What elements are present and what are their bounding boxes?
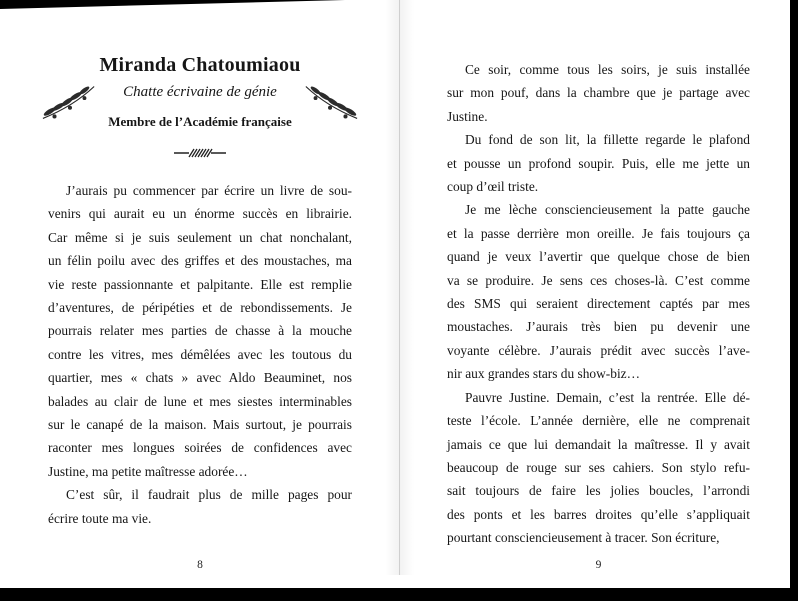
text-line: Car même si je suis seulement un chat nonchalant, [48,229,352,245]
text-line: Du fond de son lit, la fillette regarde le plafond [465,132,750,148]
book-title: Miranda Chatoumiaou [99,54,301,76]
membership-line: Membre de l’Académie française [108,114,292,129]
text-line: coup d’œil triste. [447,179,539,195]
text-line: des ponts et les barres droites qu’elle s’appliquait [447,506,750,522]
gutter-shadow-right [400,0,414,575]
text-line: sur le canapé de la maison. Mais surtout, je pourrais [48,417,352,433]
text-line: J’aurais pu commencer par écrire un livre de sou- [66,183,352,198]
text-line: Justine, ma petite maîtresse adorée… [48,463,248,479]
text-line: Je me lèche consciencieusement la patte gauche [465,202,750,218]
left-page-text [48,179,352,530]
text-line: raconter mes longues soirées de confidences avec [48,440,352,456]
text-line: C’est sûr, il faudrait plus de mille pages pour [66,487,352,503]
text-line: Justine. [447,108,488,124]
gutter-shadow-left [385,0,399,575]
page-left [0,0,399,588]
text-line: teste l’école. L’année dernière, elle ne comprenait [447,413,750,429]
text-line: Pauvre Justine. Demain, c’est la rentrée. Elle dé- [465,389,750,405]
photo-edge-bottom [0,588,798,601]
text-line: des SMS qui seraient directement captés par mes [447,296,750,312]
text-line: balades au clair de lune et mes siestes interminables [48,393,352,409]
book-subtitle: Chatte écrivaine de génie [123,84,277,100]
paragraph [447,198,750,385]
chapter-header [48,54,352,165]
text-line: vie reste passionnante et palpitante. Elle est remplie [48,276,352,292]
text-line: d’aventures, de péripéties et de rebondissements. Je [48,300,352,316]
right-page-text [447,58,750,550]
page-number-right: 9 [595,559,602,571]
paragraph [48,179,352,483]
text-line: venirs qui aurait eu un énorme succès en librairie. [48,206,352,222]
rope-twist-ornament-icon [48,146,352,165]
text-line: pourtant consciencieusement à tracer. Son écriture, [447,530,720,546]
text-line: quand je veux l’avertir que quelque chose de bien [447,249,750,265]
text-line: jamais ce que lui demandait la maîtresse. Il y avait [447,436,750,452]
paragraph [447,58,750,128]
photo-edge-right [790,0,798,601]
text-line: beaucoup de rouge sur ses cahiers. Son stylo refu- [447,459,750,475]
page-right [400,0,790,588]
page-number-left: 8 [197,559,203,571]
text-line: un félin poilu avec des griffes et des moustaches, ma [48,253,352,269]
text-line: écrire toute ma vie. [48,510,152,526]
olive-branch-right-icon [302,78,360,129]
text-line: et pousse un profond soupir. Puis, elle me jette un [447,155,750,171]
text-line: nir aux grandes stars du show-biz… [447,366,641,382]
text-line: sur mon pouf, dans la chambre que je partage avec [447,85,750,101]
page-gutter [399,0,400,575]
text-line: voyante célèbre. J’aurais prédit avec succès l’ave- [447,342,750,358]
text-line: sait toujours de faire les jolies boucles, l’arrondi [447,483,750,499]
paragraph [447,386,750,550]
paragraph [48,483,352,530]
text-line: pourrais relater mes parties de chasse à la mouche [48,323,352,339]
paragraph [447,128,750,198]
text-line: et la passe derrière mon oreille. Je fais toujours ça [447,225,750,241]
text-line: contre les vitres, mes démêlées avec les toutous du [48,346,352,362]
text-line: quartier, mes « chats » avec Aldo Beauminet, nos [48,370,352,386]
text-line: moustaches. J’aurais très bien pu devenir une [447,319,750,335]
text-line: va se produire. Je sens ces choses-là. C’est comme [447,272,750,288]
olive-branch-left-icon [40,78,98,129]
text-line: Ce soir, comme tous les soirs, je suis installée [465,62,750,77]
